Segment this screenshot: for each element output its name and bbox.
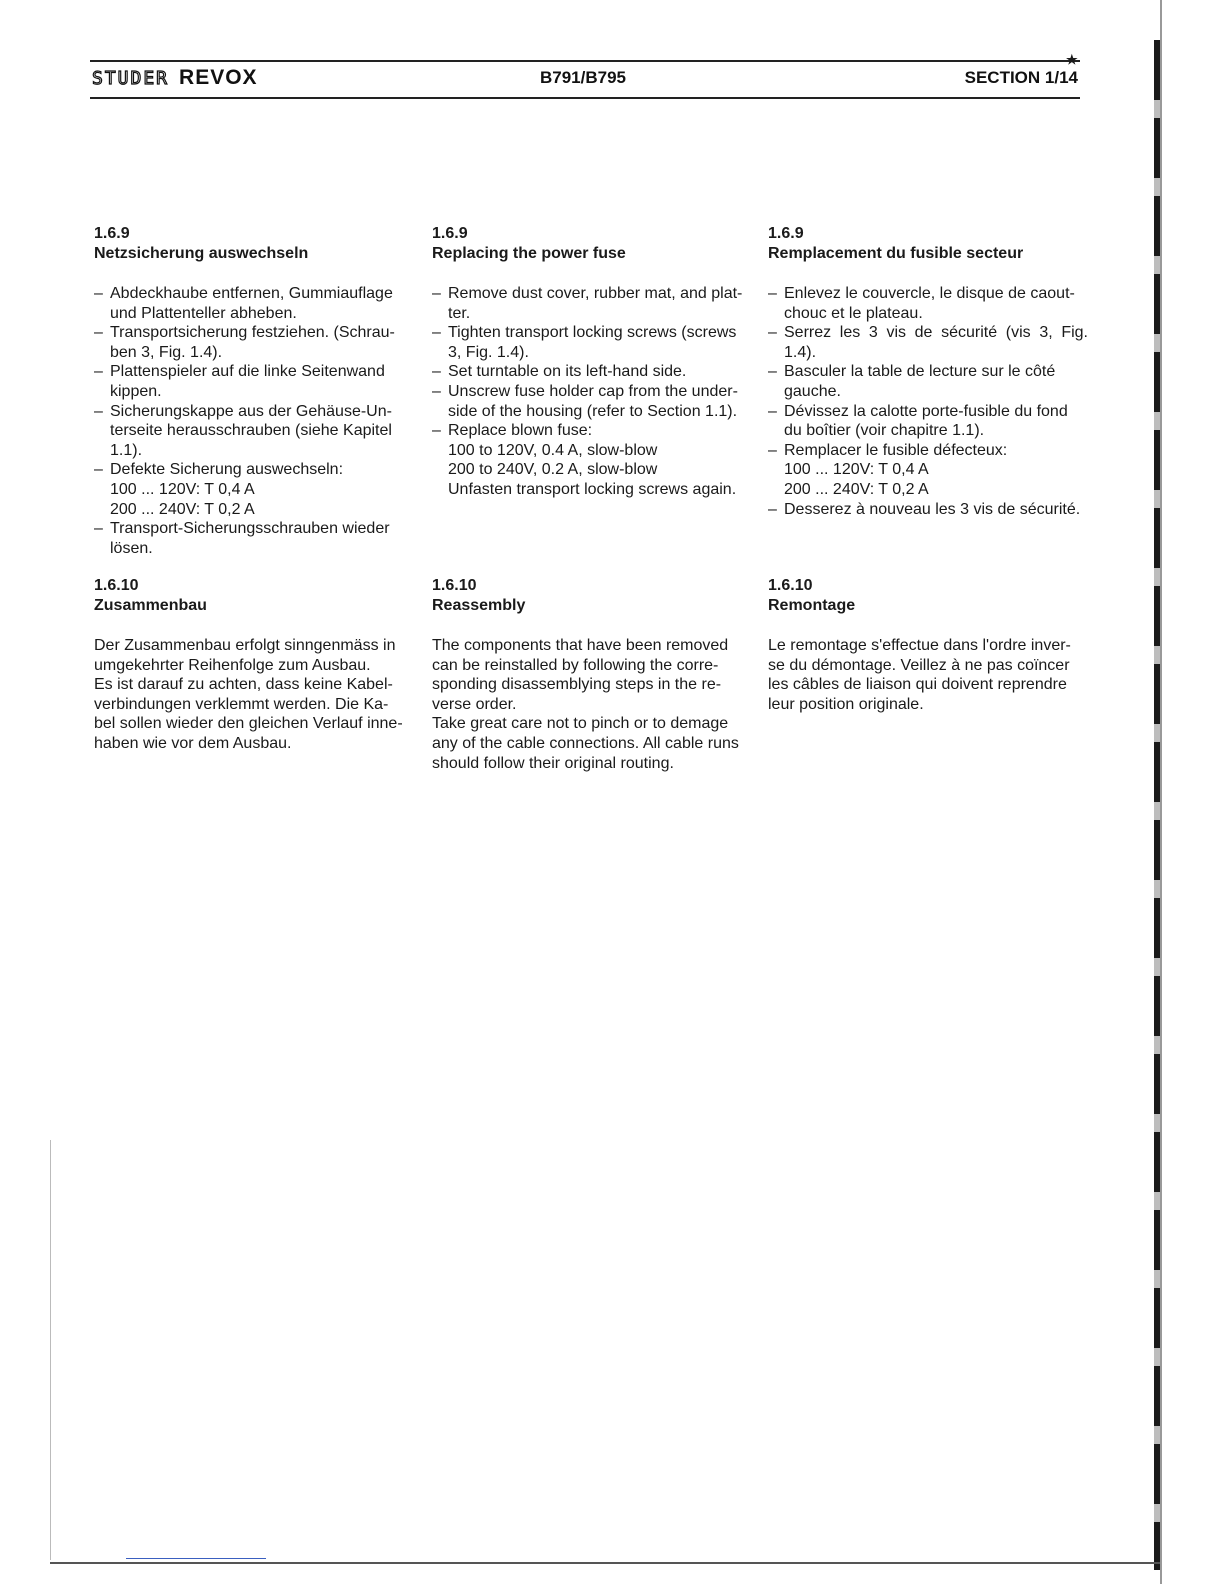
header-top-rule	[90, 60, 1080, 62]
list-item	[94, 284, 414, 323]
model-number: B791/B795	[540, 68, 627, 87]
list-item-line: – Plattenspieler auf die linke Seitenwand	[110, 363, 385, 381]
paragraph-line: any of the cable connections. All cable runs	[432, 734, 739, 752]
section-number-heading: 1.6.10	[432, 577, 477, 594]
instruction-list	[432, 284, 752, 500]
list-item-line: 200 to 240V, 0.2 A, slow-blow	[448, 461, 658, 479]
paragraph-line: Le remontage s'effectue dans l'ordre inver-	[768, 637, 1071, 654]
section-number-heading: 1.6.9	[94, 225, 130, 242]
list-item-line: – Sicherungskappe aus der Gehäuse-Un-	[110, 402, 392, 420]
section-title: Replacing the power fuse	[432, 245, 626, 262]
section-title: Remplacement du fusible secteur	[768, 245, 1024, 262]
column-english-fuse	[432, 224, 752, 500]
paragraph-line: The components that have been removed	[432, 637, 729, 654]
list-item-line: 1.1).	[110, 441, 143, 459]
paragraph-line: se du démontage. Veillez à ne pas coïncer	[768, 656, 1070, 674]
paragraph-line: haben wie vor dem Ausbau.	[94, 734, 292, 752]
list-item-line: lösen.	[110, 539, 153, 557]
section-number-heading: 1.6.9	[432, 225, 468, 242]
list-item	[94, 519, 414, 558]
section-number-heading: 1.6.9	[768, 225, 804, 242]
list-item-line: – Tighten transport locking screws (screws	[448, 324, 737, 342]
list-item-line: – Remove dust cover, rubber mat, and plat-	[448, 285, 743, 302]
section-title: Netzsicherung auswechseln	[94, 245, 309, 262]
paragraph-line: sponding disassemblying steps in the re-	[432, 676, 722, 694]
list-item-line: 100 ... 120V: T 0,4 A	[784, 461, 929, 479]
list-item-line: – Remplacer le fusible défecteux:	[784, 441, 1008, 459]
list-item-line: gauche.	[784, 382, 841, 400]
list-item	[768, 500, 1088, 520]
list-item-line: ben 3, Fig. 1.4).	[110, 343, 223, 361]
list-item-line: – Desserez à nouveau les 3 vis de sécurité.	[784, 500, 1081, 518]
list-item-line: – Transport-Sicherungsschrauben wieder	[110, 520, 390, 538]
list-item-line: – Basculer la table de lecture sur le côté	[784, 363, 1056, 381]
list-item-line: – Unscrew fuse holder cap from the under-	[448, 382, 738, 400]
paragraph	[432, 636, 752, 773]
list-item-line: – Transportsicherung festziehen. (Schrau-	[110, 324, 395, 342]
list-item-line: – Dévissez la calotte porte-fusible du fond	[784, 402, 1068, 420]
list-item	[432, 284, 752, 323]
column-english-reassembly	[432, 576, 752, 773]
list-item-line: 100 ... 120V: T 0,4 A	[110, 480, 255, 498]
paragraph-line: can be reinstalled by following the corre-	[432, 656, 719, 674]
brand-logo	[92, 66, 258, 90]
list-item	[768, 323, 1088, 362]
paragraph	[768, 636, 1088, 714]
paragraph-line: umgekehrter Reihenfolge zum Ausbau.	[94, 656, 371, 674]
scan-bottom-line	[50, 1562, 1160, 1564]
star-icon: ★	[1066, 52, 1078, 67]
section-number-heading: 1.6.10	[94, 577, 139, 594]
paragraph-line: Take great care not to pinch or to demage	[432, 715, 729, 733]
list-item-line: kippen.	[110, 382, 162, 400]
list-item-line: du boîtier (voir chapitre 1.1).	[784, 422, 985, 440]
instruction-list	[94, 284, 414, 558]
list-item	[94, 460, 414, 519]
scan-left-line	[50, 1140, 51, 1560]
list-item	[768, 362, 1088, 401]
list-item-line: 200 ... 240V: T 0,2 A	[110, 500, 255, 518]
brand-studer: STUDER	[92, 68, 170, 89]
instruction-list	[768, 284, 1088, 519]
list-item	[432, 323, 752, 362]
list-item	[768, 402, 1088, 441]
list-item-line: Unfasten transport locking screws again.	[448, 480, 737, 498]
paragraph	[94, 636, 414, 754]
list-item	[768, 441, 1088, 500]
list-item-line: chouc et le plateau.	[784, 304, 923, 322]
list-item	[432, 421, 752, 499]
list-item-line: 3, Fig. 1.4).	[448, 343, 529, 361]
list-item-line: 200 ... 240V: T 0,2 A	[784, 480, 929, 498]
column-german-fuse	[94, 224, 414, 558]
paragraph-line: Es ist darauf zu achten, dass keine Kabel-	[94, 676, 393, 694]
list-item	[432, 362, 752, 382]
list-item-line: und Plattenteller abheben.	[110, 304, 297, 322]
list-item-line: side of the housing (refer to Section 1.1).	[448, 402, 738, 420]
paragraph-line: bel sollen wieder den gleichen Verlauf inne-	[94, 715, 403, 733]
section-title: Zusammenbau	[94, 597, 207, 614]
list-item-line: – Set turntable on its left-hand side.	[448, 363, 687, 381]
list-item	[94, 323, 414, 362]
paragraph-line: verse order.	[432, 695, 517, 713]
list-item-line: terseite herausschrauben (siehe Kapitel	[110, 422, 392, 440]
list-item	[768, 284, 1088, 323]
list-item-line: 100 to 120V, 0.4 A, slow-blow	[448, 441, 658, 459]
section-title: Remontage	[768, 597, 856, 614]
section-number: SECTION 1/14	[964, 68, 1078, 87]
paragraph-line: verbindungen verklemmt werden. Die Ka-	[94, 695, 389, 713]
brand-revox: REVOX	[179, 66, 258, 89]
paragraph-line: leur position originale.	[768, 695, 924, 713]
list-item	[432, 382, 752, 421]
list-item	[94, 362, 414, 401]
page-edge	[1160, 0, 1162, 1584]
list-item-line: ter.	[448, 304, 471, 322]
paragraph-line: should follow their original routing.	[432, 754, 674, 772]
paragraph-line: les câbles de liaison qui doivent reprendre	[768, 676, 1067, 694]
list-item-line: – Serrez les 3 vis de sécurité (vis 3, Fig. 1.4).	[784, 324, 1088, 361]
list-item-line: – Enlevez le couvercle, le disque de caout-	[784, 285, 1075, 302]
column-german-reassembly	[94, 576, 414, 754]
section-title: Reassembly	[432, 597, 526, 614]
column-french-reassembly	[768, 576, 1088, 714]
list-item	[94, 402, 414, 461]
scan-bottom-mark	[126, 1558, 266, 1559]
paragraph-line: Der Zusammenbau erfolgt sinngenmäss in	[94, 637, 396, 654]
column-french-fuse	[768, 224, 1088, 519]
list-item-line: – Abdeckhaube entfernen, Gummiauflage	[110, 285, 393, 302]
section-number-heading: 1.6.10	[768, 577, 813, 594]
list-item-line: – Defekte Sicherung auswechseln:	[110, 461, 344, 479]
list-item-line: – Replace blown fuse:	[448, 422, 593, 440]
header-bottom-rule	[90, 97, 1080, 99]
